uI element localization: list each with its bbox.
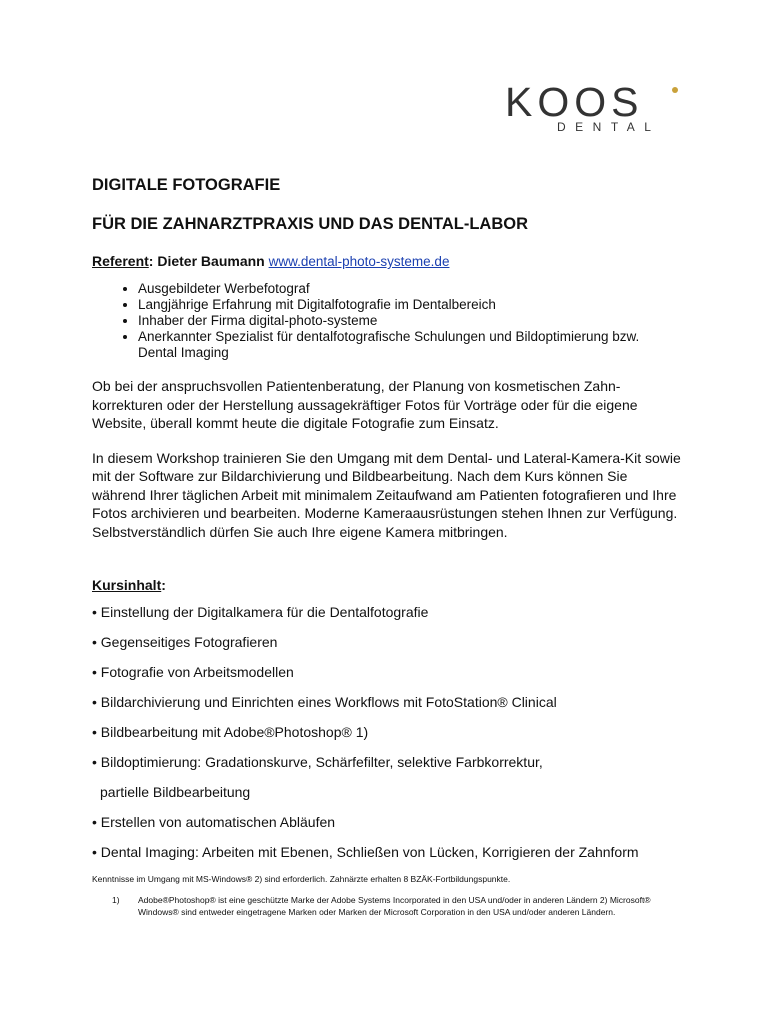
list-item: • Bildoptimierung: Gradationskurve, Schärfefilter, selektive Farbkorrektur, — [92, 754, 543, 770]
requirements-note: Kenntnisse im Umgang mit MS-Windows® 2) sind erforderlich. Zahnärzte erhalten 8 BZÄK-Fortbildungspunkte. — [92, 874, 511, 884]
page-title: DIGITALE FOTOGRAFIE — [92, 176, 281, 194]
kursinhalt-label: Kursinhalt — [92, 577, 162, 593]
list-item: partielle Bildbearbeitung — [100, 784, 251, 800]
referent-line — [92, 253, 682, 269]
kursinhalt-list — [92, 603, 682, 873]
document-body — [92, 176, 682, 918]
workshop-paragraph: In diesem Workshop trainieren Sie den Umgang mit dem Dental- und Lateral-Kamera-Kit sowie mit der Software zur Bildarchivierung und Bildbearbeitung. Nach dem Kurs können Sie während Ihrer täglichen Arbeit mit minimalem Zeitaufwand am Patienten fotografieren und Ihre Fotos archivieren und bearbeiten. Moderne Kameraausrüstungen stehen Ihnen zur Verfügung. Selbstverständlich dürfen Sie auch Ihre eigene Kamera mitbringen. — [92, 449, 681, 540]
intro-paragraph: Ob bei der anspruchsvollen Patientenberatung, der Planung von kosmetischen Zahn-korrekturen oder der Herstellung aussagekräftiger Fotos für Vorträge oder für die eigene Website, überall kommt heute die digitale Fotografie zum Einsatz. — [92, 378, 638, 431]
list-item: • Einstellung der Digitalkamera für die Dentalfotografie — [92, 604, 429, 620]
list-item: • Bildarchivierung und Einrichten eines Workflows mit FotoStation® Clinical — [92, 694, 557, 710]
list-item: • Dental Imaging: Arbeiten mit Ebenen, Schließen von Lücken, Korrigieren der Zahnform — [92, 844, 639, 860]
footnote-text: Adobe®Photoshop® ist eine geschützte Marke der Adobe Systems Incorporated in den USA und/oder in anderen Ländern 2) Microsoft® Windows® sind entweder eingetragene Marken oder Marken der Microsoft Corporation in den USA und/oder anderen Ländern. — [138, 895, 651, 917]
list-item: • Langjährige Erfahrung mit Digitalfotografie im Dentalbereich — [138, 297, 682, 313]
referent-colon: : — [148, 253, 154, 269]
list-item: • Anerkannter Spezialist für dentalfotografische Schulungen und Bildoptimierung bzw. Dental Imaging — [138, 329, 682, 361]
footnote-number: 1) — [112, 895, 120, 905]
kursinhalt-colon: : — [161, 577, 166, 593]
logo-wordmark: KOOS — [505, 79, 644, 125]
logo-dot-icon — [672, 87, 678, 93]
list-item: • Ausgebildeter Werbefotograf — [138, 281, 682, 297]
list-item: • Erstellen von automatischen Abläufen — [92, 814, 336, 830]
logo-subtitle: DENTAL — [557, 120, 661, 134]
referent-label: Referent — [92, 253, 149, 269]
referent-qualifications-list — [92, 281, 682, 361]
koos-dental-logo — [505, 79, 680, 134]
footnote — [92, 894, 682, 918]
list-item: • Gegenseitiges Fotografieren — [92, 634, 278, 650]
referent-website-link[interactable]: www.dental-photo-systeme.de — [268, 254, 450, 269]
referent-name: Dieter Baumann — [157, 253, 265, 269]
page-subtitle: FÜR DIE ZAHNARZTPRAXIS UND DAS DENTAL-LABOR — [92, 215, 529, 233]
kursinhalt-heading — [92, 577, 682, 593]
list-item: • Fotografie von Arbeitsmodellen — [92, 664, 294, 680]
list-item: • Bildbearbeitung mit Adobe®Photoshop® 1) — [92, 724, 369, 740]
list-item: • Inhaber der Firma digital-photo-systeme — [138, 313, 682, 329]
